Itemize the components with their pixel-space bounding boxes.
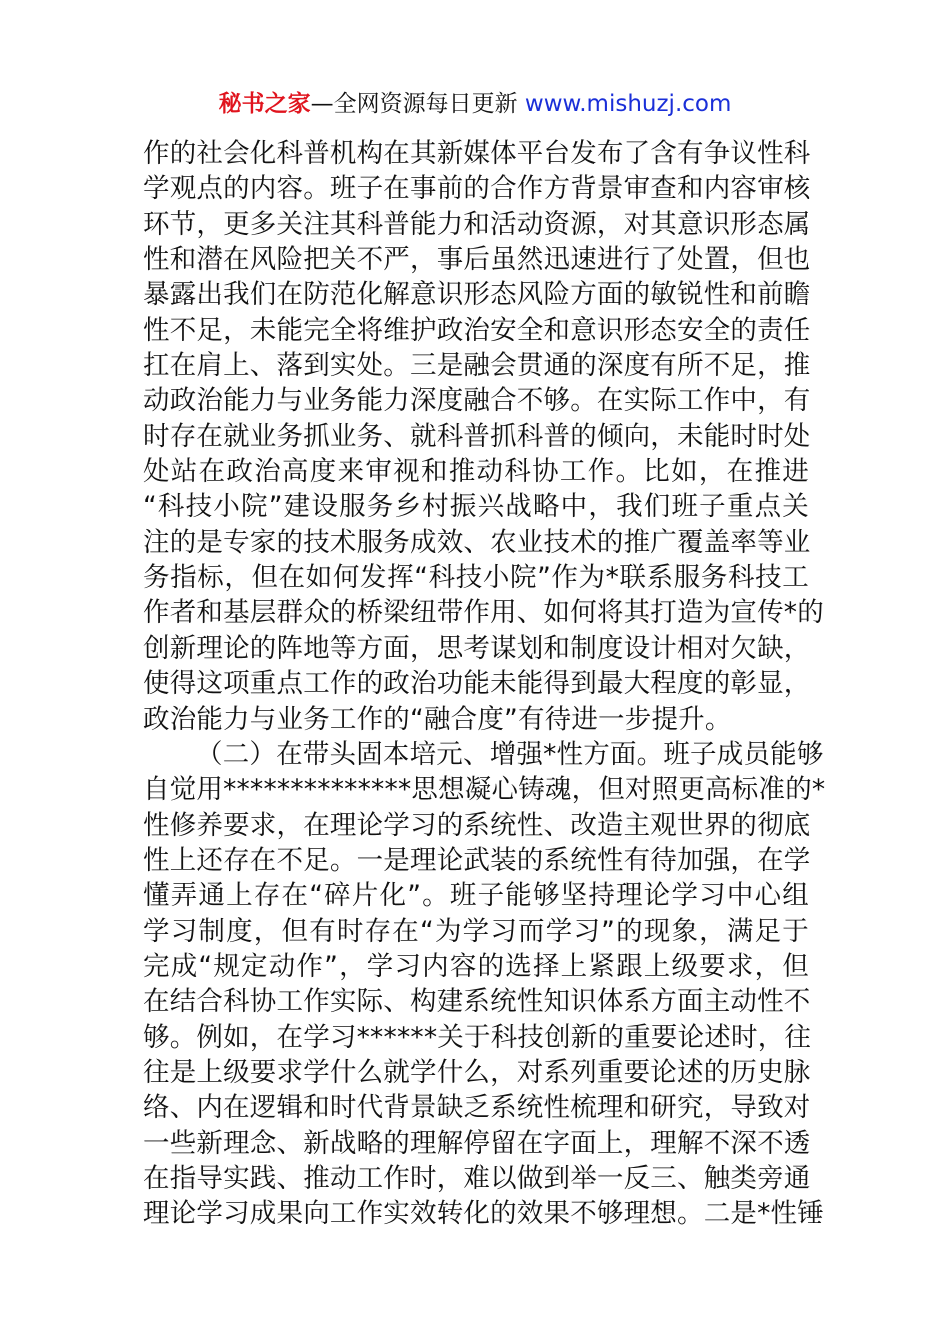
text-line: 理论学习成果向工作实效转化的效果不够理想。二是*性锤 <box>143 1198 824 1230</box>
text-line: 学习制度，但有时存在“为学习而学习”的现象，满足于 <box>143 915 809 947</box>
text-line: 够。例如，在学习******关于科技创新的重要论述时，往 <box>143 1021 812 1053</box>
text-line: 处站在政治高度来审视和推动科协工作。比如，在推进 <box>143 456 809 488</box>
text-line: 自觉用**************思想凝心铸魂，但对照更高标准的* <box>143 774 826 806</box>
paragraph-end-line: 政治能力与业务工作的“融合度”有待进一步提升。 <box>143 703 732 735</box>
text-line: 性和潜在风险把关不严，事后虽然迅速进行了处置，但也 <box>143 244 811 276</box>
text-line: “科技小院”建设服务乡村振兴战略中，我们班子重点关 <box>143 491 809 523</box>
text-line: 完成“规定动作”，学习内容的选择上紧跟上级要求，但 <box>143 950 809 982</box>
text-line: 使得这项重点工作的政治功能未能得到最大程度的彰显， <box>143 668 811 700</box>
text-line: 懂弄通上存在“碎片化”。班子能够坚持理论学习中心组 <box>143 880 809 912</box>
site-tagline: —全网资源每日更新 <box>310 91 525 117</box>
text-line: 时存在就业务抓业务、就科普抓科普的倾向，未能时时处 <box>143 420 811 452</box>
text-line: 性上还存在不足。一是理论武装的系统性有待加强，在学 <box>143 844 811 876</box>
text-line: 往是上级要求学什么就学什么，对系列重要论述的历史脉 <box>143 1056 811 1088</box>
text-line: 一些新理念、新战略的理解停留在字面上，理解不深不透 <box>143 1127 811 1159</box>
page-header <box>0 88 950 120</box>
text-line: 学观点的内容。班子在事前的合作方背景审查和内容审核 <box>143 173 811 205</box>
site-url[interactable]: www.mishuzj.com <box>524 91 732 117</box>
text-line: 务指标，但在如何发挥“科技小院”作为*联系服务科技工 <box>143 562 809 594</box>
text-line: 注的是专家的技术服务成效、农业技术的推广覆盖率等业 <box>143 526 811 558</box>
section-heading-line: （二）在带头固本培元、增强*性方面。班子成员能够 <box>196 738 824 770</box>
text-line: 作者和基层群众的桥梁纽带作用、如何将其打造为宣传*的 <box>143 597 824 629</box>
text-line: 暴露出我们在防范化解意识形态风险方面的敏锐性和前瞻 <box>143 279 811 311</box>
text-line: 性修养要求，在理论学习的系统性、改造主观世界的彻底 <box>143 809 811 841</box>
text-line: 环节，更多关注其科普能力和活动资源，对其意识形态属 <box>143 208 811 240</box>
text-line: 动政治能力与业务能力深度融合不够。在实际工作中，有 <box>143 385 811 417</box>
text-line: 在指导实践、推动工作时，难以做到举一反三、触类旁通 <box>143 1162 811 1194</box>
text-line: 性不足，未能完全将维护政治安全和意识形态安全的责任 <box>143 314 811 346</box>
text-line: 在结合科协工作实际、构建系统性知识体系方面主动性不 <box>143 986 811 1018</box>
site-brand: 秘书之家 <box>218 91 311 117</box>
text-line: 作的社会化科普机构在其新媒体平台发布了含有争议性科 <box>143 138 811 169</box>
text-line: 扛在肩上、落到实处。三是融会贯通的深度有所不足，推 <box>143 350 811 382</box>
text-line: 创新理论的阵地等方面，思考谋划和制度设计相对欠缺， <box>143 632 811 664</box>
text-line: 络、内在逻辑和时代背景缺乏系统性梳理和研究，导致对 <box>143 1092 811 1124</box>
document-body <box>143 136 826 1232</box>
